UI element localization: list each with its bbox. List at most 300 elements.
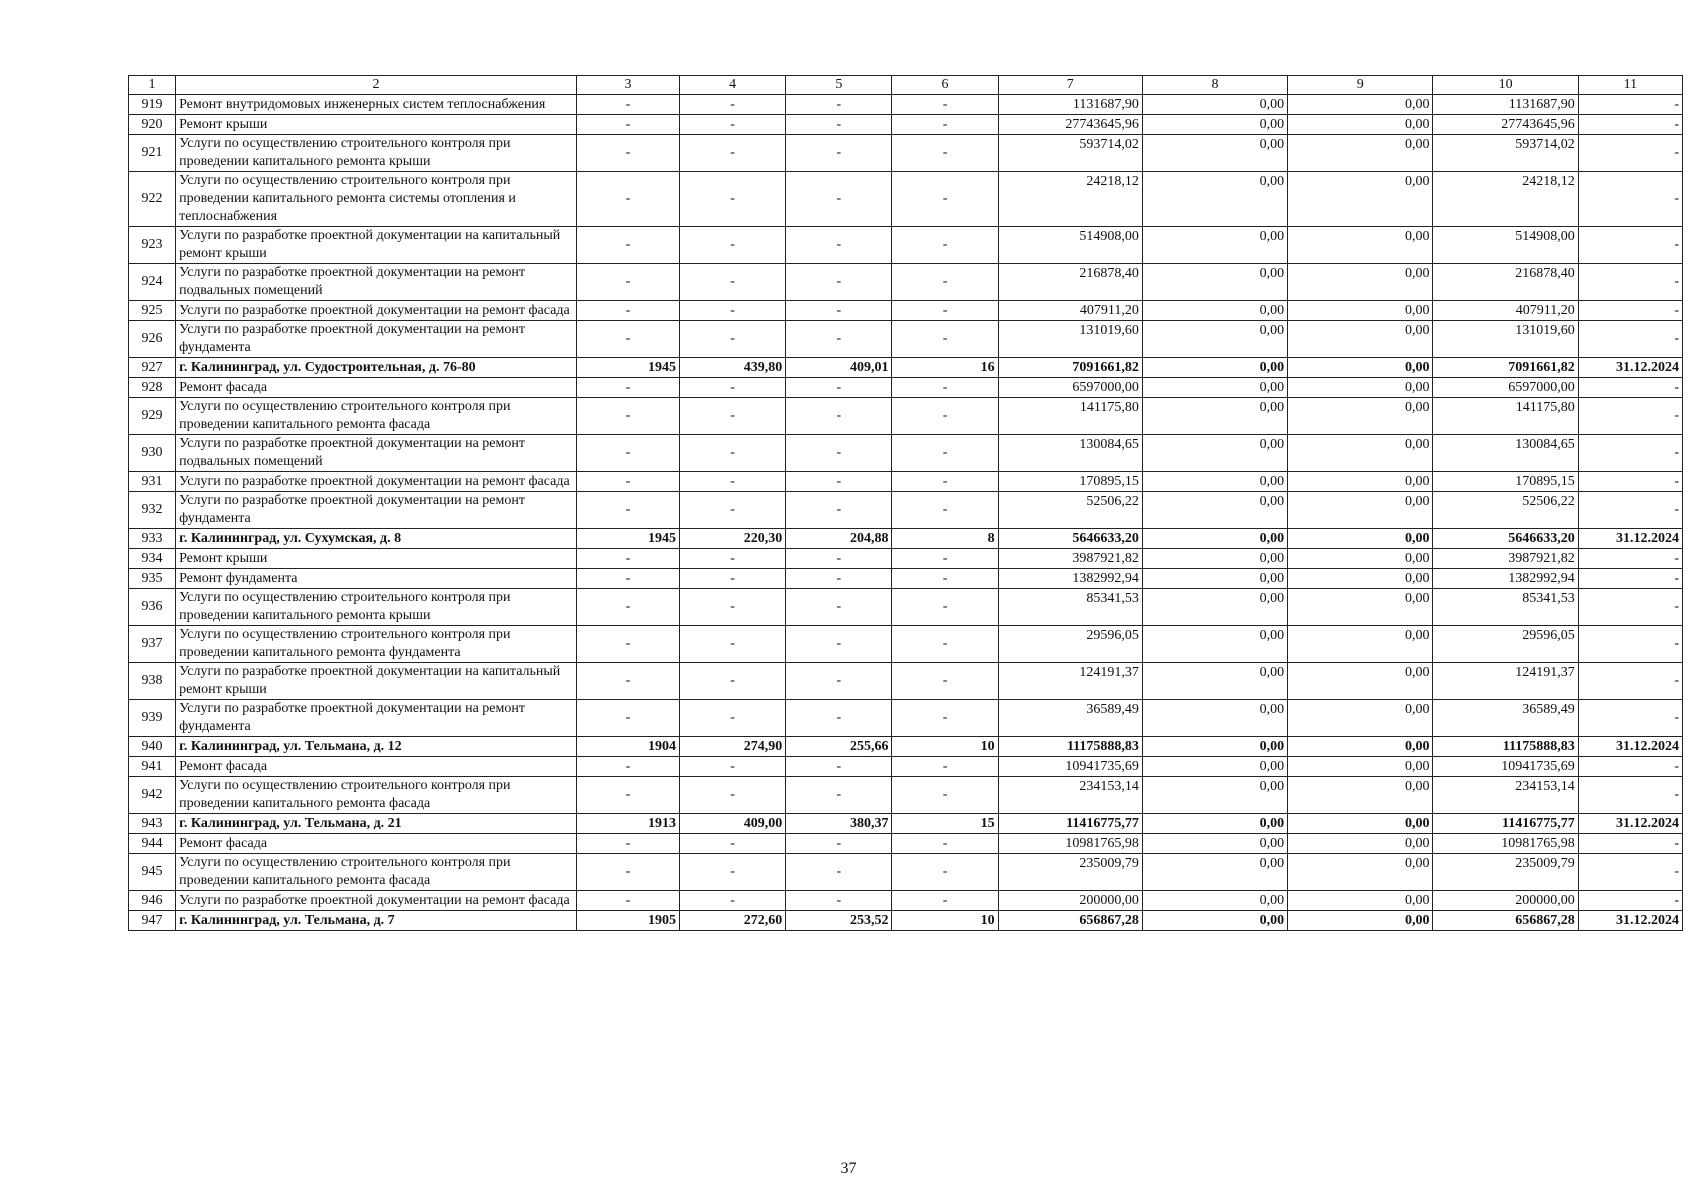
col-11-value: - [1578,569,1682,589]
col-10-value: 7091661,82 [1433,358,1578,378]
col-8-value: 0,00 [1142,135,1287,172]
col-8-value: 0,00 [1142,911,1287,931]
col-10-value: 27743645,96 [1433,115,1578,135]
col-7-value: 6597000,00 [998,378,1142,398]
col-3-value: - [576,378,679,398]
col-5-value: - [786,834,892,854]
col-7-value: 216878,40 [998,264,1142,301]
col-11-value: 31.12.2024 [1578,358,1682,378]
col-5-value: - [786,854,892,891]
work-description: Ремонт крыши [176,549,577,569]
col-6-value: - [892,700,998,737]
column-number-header-row [129,76,1683,95]
col-3-value: - [576,569,679,589]
col-11-value: - [1578,227,1682,264]
col-4-value: - [680,172,786,227]
col-10-value: 85341,53 [1433,589,1578,626]
table-row [129,569,1683,589]
col-10-value: 200000,00 [1433,891,1578,911]
col-9-value: 0,00 [1288,135,1433,172]
work-description: Услуги по разработке проектной документации на ремонт фундамента [176,492,577,529]
col-8-value: 0,00 [1142,737,1287,757]
col-8-value: 0,00 [1142,549,1287,569]
col-3-value: - [576,435,679,472]
col-6-value: - [892,301,998,321]
col-6-value: - [892,854,998,891]
col-9-value: 0,00 [1288,891,1433,911]
col-3-value: 1904 [576,737,679,757]
row-number: 944 [129,834,176,854]
col-3-value: - [576,95,679,115]
col-3-value: - [576,589,679,626]
table-row [129,589,1683,626]
col-7-value: 36589,49 [998,700,1142,737]
col-7-value: 234153,14 [998,777,1142,814]
col-7-value: 85341,53 [998,589,1142,626]
col-6-value: 15 [892,814,998,834]
table-row [129,891,1683,911]
table-row [129,777,1683,814]
col-7-value: 3987921,82 [998,549,1142,569]
col-6-value: - [892,115,998,135]
col-9-value: 0,00 [1288,378,1433,398]
row-number: 946 [129,891,176,911]
col-9-value: 0,00 [1288,435,1433,472]
row-number: 931 [129,472,176,492]
col-3-value: 1905 [576,911,679,931]
col-11-value: 31.12.2024 [1578,814,1682,834]
table-row [129,472,1683,492]
col-9-value: 0,00 [1288,529,1433,549]
col-9-value: 0,00 [1288,834,1433,854]
col-3-value: 1945 [576,358,679,378]
col-9-value: 0,00 [1288,814,1433,834]
table-row [129,378,1683,398]
col-3-value: - [576,626,679,663]
col-6-value: - [892,435,998,472]
col-9-value: 0,00 [1288,911,1433,931]
work-description: Услуги по осуществлению строительного контроля при проведении капитального ремонта фасада [176,854,577,891]
col-8-value: 0,00 [1142,378,1287,398]
col-11-value: - [1578,777,1682,814]
col-5-value: - [786,301,892,321]
col-8-value: 0,00 [1142,227,1287,264]
col-8-value: 0,00 [1142,435,1287,472]
col-3-value: - [576,663,679,700]
col-6-value: - [892,172,998,227]
row-number: 923 [129,227,176,264]
row-number: 932 [129,492,176,529]
col-10-value: 3987921,82 [1433,549,1578,569]
column-header: 9 [1288,76,1433,95]
col-6-value: - [892,569,998,589]
col-5-value: - [786,398,892,435]
col-7-value: 1131687,90 [998,95,1142,115]
row-number: 928 [129,378,176,398]
row-number: 933 [129,529,176,549]
address-row [129,529,1683,549]
col-4-value: - [680,777,786,814]
table-row [129,264,1683,301]
table-row [129,95,1683,115]
col-6-value: - [892,321,998,358]
row-number: 919 [129,95,176,115]
col-8-value: 0,00 [1142,321,1287,358]
col-10-value: 5646633,20 [1433,529,1578,549]
col-7-value: 27743645,96 [998,115,1142,135]
col-9-value: 0,00 [1288,492,1433,529]
work-description: Ремонт фундамента [176,569,577,589]
col-7-value: 514908,00 [998,227,1142,264]
work-description: Услуги по разработке проектной документации на ремонт фасада [176,891,577,911]
col-7-value: 11416775,77 [998,814,1142,834]
row-number: 920 [129,115,176,135]
col-10-value: 656867,28 [1433,911,1578,931]
col-9-value: 0,00 [1288,777,1433,814]
col-4-value: - [680,626,786,663]
col-3-value: - [576,115,679,135]
col-11-value: - [1578,854,1682,891]
col-10-value: 514908,00 [1433,227,1578,264]
col-8-value: 0,00 [1142,891,1287,911]
col-8-value: 0,00 [1142,172,1287,227]
col-7-value: 656867,28 [998,911,1142,931]
col-10-value: 593714,02 [1433,135,1578,172]
col-8-value: 0,00 [1142,700,1287,737]
col-5-value: - [786,95,892,115]
address-row [129,737,1683,757]
col-10-value: 234153,14 [1433,777,1578,814]
col-8-value: 0,00 [1142,814,1287,834]
col-5-value: - [786,891,892,911]
col-9-value: 0,00 [1288,95,1433,115]
col-5-value: 255,66 [786,737,892,757]
col-7-value: 130084,65 [998,435,1142,472]
col-5-value: - [786,264,892,301]
col-11-value: - [1578,700,1682,737]
work-description: Услуги по разработке проектной документации на ремонт фундамента [176,321,577,358]
table-row [129,227,1683,264]
col-9-value: 0,00 [1288,172,1433,227]
col-11-value: - [1578,549,1682,569]
col-8-value: 0,00 [1142,589,1287,626]
address-row [129,814,1683,834]
col-10-value: 11416775,77 [1433,814,1578,834]
row-number: 940 [129,737,176,757]
col-4-value: - [680,569,786,589]
col-4-value: - [680,115,786,135]
col-6-value: - [892,398,998,435]
table-row [129,435,1683,472]
address-cell: г. Калининград, ул. Тельмана, д. 7 [176,911,577,931]
row-number: 939 [129,700,176,737]
col-9-value: 0,00 [1288,358,1433,378]
col-7-value: 10941735,69 [998,757,1142,777]
col-10-value: 216878,40 [1433,264,1578,301]
table-row [129,757,1683,777]
col-4-value: - [680,435,786,472]
col-4-value: - [680,834,786,854]
col-5-value: - [786,135,892,172]
col-7-value: 170895,15 [998,472,1142,492]
table-row [129,834,1683,854]
col-11-value: - [1578,472,1682,492]
work-description: Услуги по разработке проектной документации на ремонт фасада [176,472,577,492]
work-description: Услуги по разработке проектной документации на ремонт подвальных помещений [176,264,577,301]
work-description: Услуги по разработке проектной документации на ремонт фасада [176,301,577,321]
table-body [129,95,1683,931]
col-4-value: - [680,301,786,321]
table-row [129,135,1683,172]
work-description: Услуги по осуществлению строительного контроля при проведении капитального ремонта фундамента [176,626,577,663]
col-11-value: - [1578,378,1682,398]
work-description: Услуги по осуществлению строительного контроля при проведении капитального ремонта фасада [176,777,577,814]
col-10-value: 130084,65 [1433,435,1578,472]
col-3-value: - [576,891,679,911]
table-row [129,398,1683,435]
col-10-value: 11175888,83 [1433,737,1578,757]
col-10-value: 235009,79 [1433,854,1578,891]
col-7-value: 24218,12 [998,172,1142,227]
col-9-value: 0,00 [1288,569,1433,589]
col-11-value: - [1578,398,1682,435]
col-8-value: 0,00 [1142,757,1287,777]
row-number: 929 [129,398,176,435]
col-7-value: 407911,20 [998,301,1142,321]
col-11-value: 31.12.2024 [1578,911,1682,931]
col-8-value: 0,00 [1142,95,1287,115]
col-7-value: 5646633,20 [998,529,1142,549]
col-7-value: 52506,22 [998,492,1142,529]
col-11-value: - [1578,172,1682,227]
col-7-value: 11175888,83 [998,737,1142,757]
row-number: 930 [129,435,176,472]
col-10-value: 24218,12 [1433,172,1578,227]
col-3-value: 1913 [576,814,679,834]
col-11-value: - [1578,135,1682,172]
address-cell: г. Калининград, ул. Сухумская, д. 8 [176,529,577,549]
address-cell: г. Калининград, ул. Тельмана, д. 12 [176,737,577,757]
column-header: 3 [576,76,679,95]
col-5-value: 409,01 [786,358,892,378]
col-6-value: - [892,492,998,529]
table-row [129,492,1683,529]
col-4-value: 274,90 [680,737,786,757]
col-11-value: - [1578,834,1682,854]
col-4-value: - [680,227,786,264]
col-5-value: 253,52 [786,911,892,931]
row-number: 935 [129,569,176,589]
col-7-value: 131019,60 [998,321,1142,358]
address-row [129,911,1683,931]
col-3-value: - [576,172,679,227]
col-3-value: - [576,227,679,264]
col-9-value: 0,00 [1288,663,1433,700]
col-8-value: 0,00 [1142,777,1287,814]
col-4-value: - [680,757,786,777]
col-4-value: - [680,700,786,737]
col-11-value: - [1578,115,1682,135]
col-9-value: 0,00 [1288,227,1433,264]
table-row [129,172,1683,227]
col-5-value: - [786,663,892,700]
col-5-value: - [786,472,892,492]
table-row [129,301,1683,321]
col-4-value: - [680,472,786,492]
row-number: 924 [129,264,176,301]
col-7-value: 10981765,98 [998,834,1142,854]
col-5-value: - [786,435,892,472]
col-6-value: - [892,757,998,777]
col-4-value: - [680,854,786,891]
col-4-value: - [680,398,786,435]
col-9-value: 0,00 [1288,301,1433,321]
work-description: Ремонт фасада [176,757,577,777]
table-row [129,663,1683,700]
col-11-value: - [1578,321,1682,358]
col-10-value: 131019,60 [1433,321,1578,358]
col-11-value: 31.12.2024 [1578,529,1682,549]
col-7-value: 235009,79 [998,854,1142,891]
col-4-value: - [680,135,786,172]
col-9-value: 0,00 [1288,549,1433,569]
column-header: 5 [786,76,892,95]
col-9-value: 0,00 [1288,854,1433,891]
col-10-value: 407911,20 [1433,301,1578,321]
col-10-value: 6597000,00 [1433,378,1578,398]
column-header: 7 [998,76,1142,95]
col-3-value: - [576,854,679,891]
col-7-value: 7091661,82 [998,358,1142,378]
work-description: Ремонт крыши [176,115,577,135]
col-8-value: 0,00 [1142,854,1287,891]
col-10-value: 1131687,90 [1433,95,1578,115]
col-4-value: - [680,321,786,358]
col-10-value: 170895,15 [1433,472,1578,492]
col-5-value: - [786,378,892,398]
col-6-value: - [892,663,998,700]
col-3-value: 1945 [576,529,679,549]
col-5-value: - [786,115,892,135]
col-11-value: - [1578,663,1682,700]
row-number: 926 [129,321,176,358]
table-row [129,854,1683,891]
col-5-value: - [786,227,892,264]
table-row [129,700,1683,737]
col-9-value: 0,00 [1288,737,1433,757]
col-11-value: - [1578,264,1682,301]
col-4-value: - [680,663,786,700]
col-10-value: 36589,49 [1433,700,1578,737]
col-6-value: - [892,777,998,814]
col-5-value: - [786,626,892,663]
data-table [128,75,1683,931]
column-header: 10 [1433,76,1578,95]
col-10-value: 141175,80 [1433,398,1578,435]
row-number: 927 [129,358,176,378]
col-4-value: - [680,378,786,398]
col-10-value: 10941735,69 [1433,757,1578,777]
col-4-value: - [680,95,786,115]
address-row [129,358,1683,378]
col-9-value: 0,00 [1288,321,1433,358]
col-8-value: 0,00 [1142,492,1287,529]
col-11-value: 31.12.2024 [1578,737,1682,757]
col-5-value: - [786,777,892,814]
col-6-value: - [892,378,998,398]
col-3-value: - [576,472,679,492]
col-3-value: - [576,777,679,814]
col-4-value: - [680,492,786,529]
work-description: Услуги по осуществлению строительного контроля при проведении капитального ремонта системы отопления и теплоснабжения [176,172,577,227]
col-6-value: - [892,472,998,492]
col-4-value: 220,30 [680,529,786,549]
col-6-value: - [892,227,998,264]
row-number: 937 [129,626,176,663]
column-header: 8 [1142,76,1287,95]
work-description: Услуги по разработке проектной документации на капитальный ремонт крыши [176,227,577,264]
col-5-value: - [786,492,892,529]
col-4-value: 272,60 [680,911,786,931]
col-9-value: 0,00 [1288,626,1433,663]
col-3-value: - [576,135,679,172]
col-8-value: 0,00 [1142,569,1287,589]
col-7-value: 200000,00 [998,891,1142,911]
col-3-value: - [576,492,679,529]
col-8-value: 0,00 [1142,626,1287,663]
row-number: 945 [129,854,176,891]
col-7-value: 141175,80 [998,398,1142,435]
work-description: Ремонт внутридомовых инженерных систем теплоснабжения [176,95,577,115]
col-5-value: - [786,321,892,358]
col-4-value: - [680,891,786,911]
work-description: Услуги по разработке проектной документации на ремонт подвальных помещений [176,435,577,472]
work-description: Ремонт фасада [176,378,577,398]
col-6-value: - [892,834,998,854]
col-9-value: 0,00 [1288,700,1433,737]
row-number: 941 [129,757,176,777]
col-7-value: 124191,37 [998,663,1142,700]
col-7-value: 593714,02 [998,135,1142,172]
row-number: 934 [129,549,176,569]
address-cell: г. Калининград, ул. Судостроительная, д. 76-80 [176,358,577,378]
col-3-value: - [576,321,679,358]
col-5-value: - [786,569,892,589]
col-6-value: 16 [892,358,998,378]
col-3-value: - [576,700,679,737]
row-number: 922 [129,172,176,227]
col-10-value: 52506,22 [1433,492,1578,529]
col-4-value: - [680,264,786,301]
col-3-value: - [576,834,679,854]
table-row [129,549,1683,569]
row-number: 921 [129,135,176,172]
col-5-value: - [786,172,892,227]
col-5-value: 204,88 [786,529,892,549]
col-6-value: - [892,891,998,911]
col-11-value: - [1578,95,1682,115]
col-3-value: - [576,549,679,569]
row-number: 938 [129,663,176,700]
table-row [129,321,1683,358]
col-6-value: 10 [892,737,998,757]
work-description: Ремонт фасада [176,834,577,854]
col-8-value: 0,00 [1142,472,1287,492]
work-description: Услуги по разработке проектной документации на ремонт фундамента [176,700,577,737]
col-7-value: 29596,05 [998,626,1142,663]
col-9-value: 0,00 [1288,472,1433,492]
col-8-value: 0,00 [1142,301,1287,321]
